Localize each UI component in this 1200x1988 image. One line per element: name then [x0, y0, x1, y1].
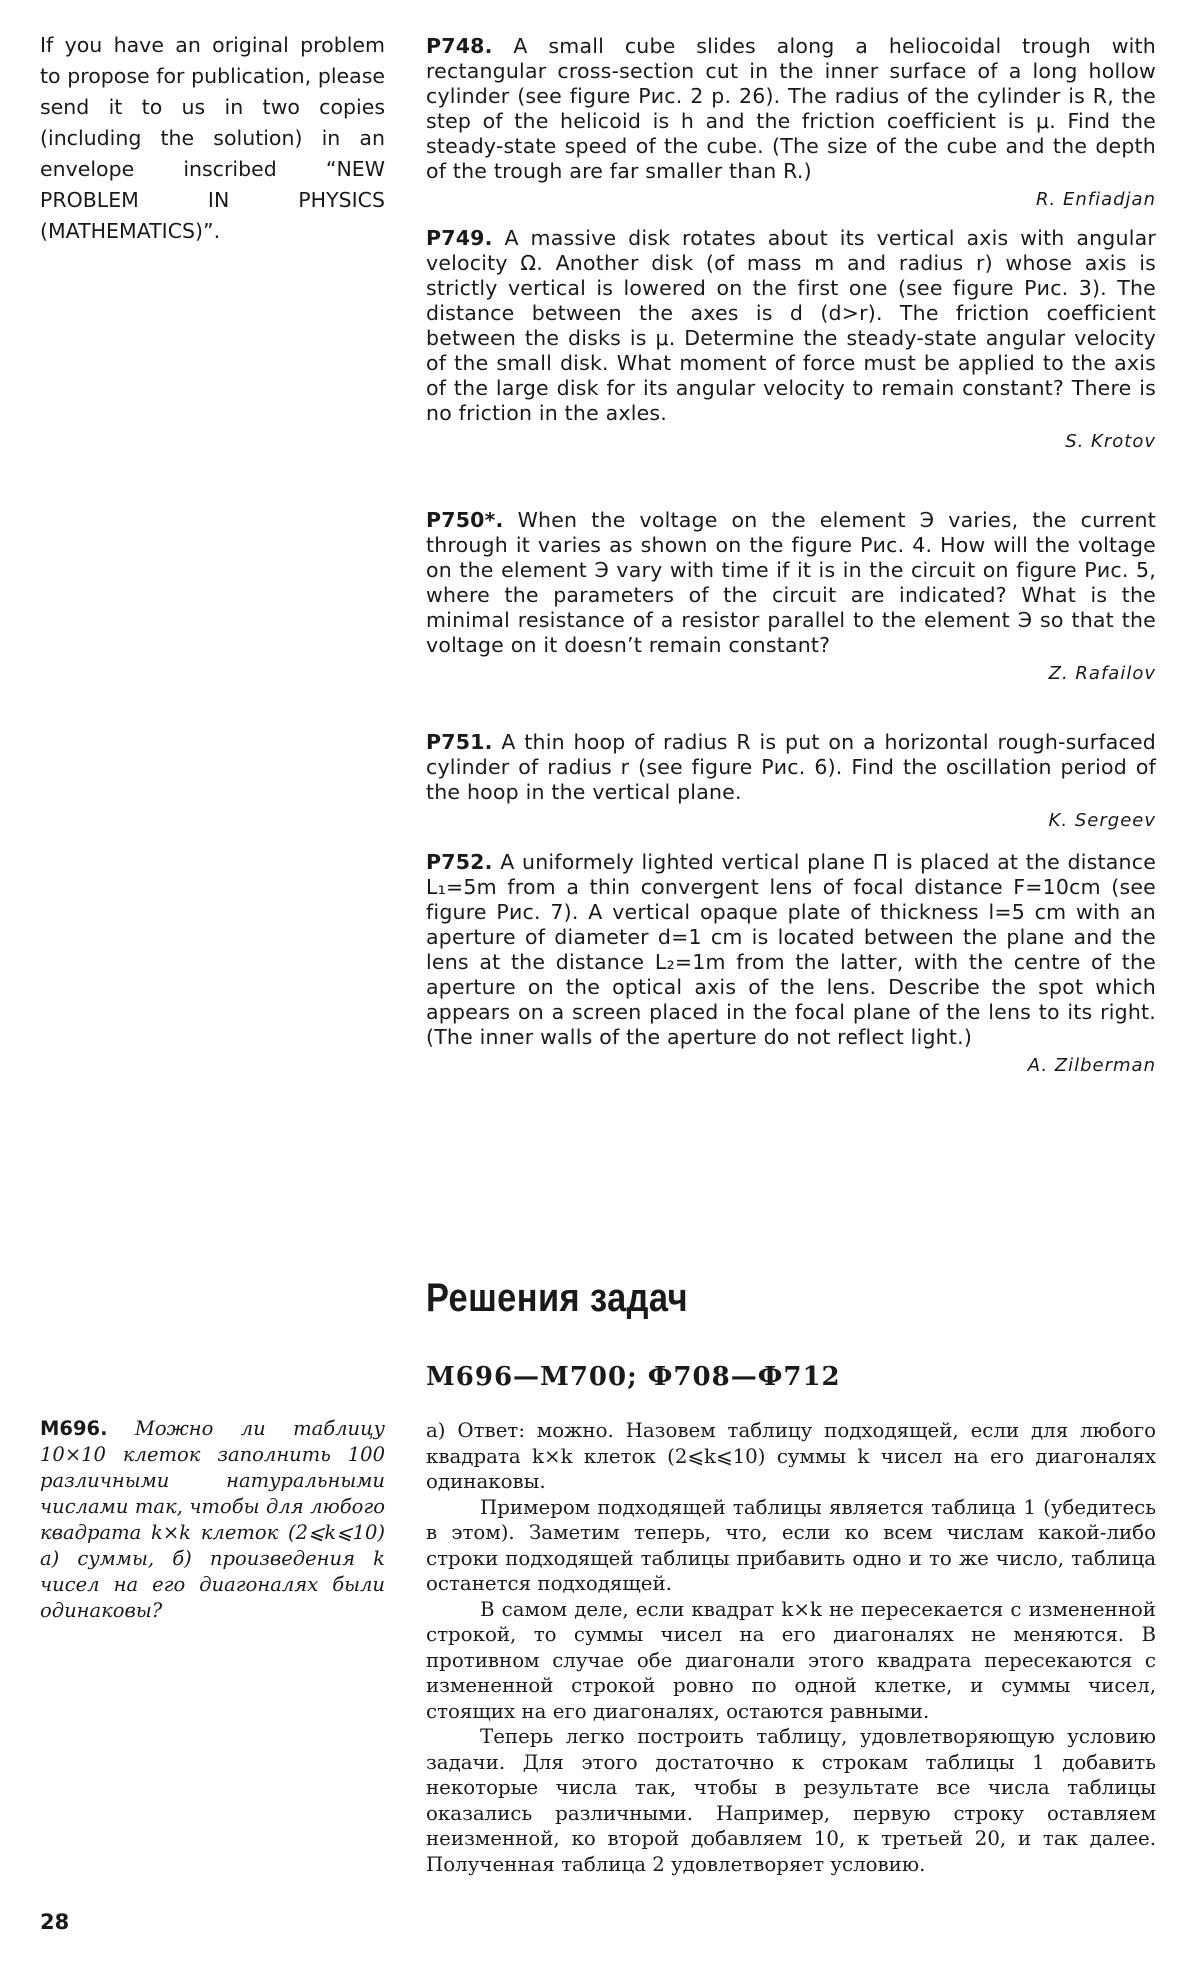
- problem-id: P751.: [426, 730, 493, 754]
- problem-author: S. Krotov: [1065, 431, 1156, 452]
- problem-text: A uniformely lighted vertical plane Π is placed at the distance L₁=5m from a thin convergent lens of focal distance F=10cm (see figure Рис. 7). A vertical opaque plate of thickness l=5 cm with an aperture of diameter d=1 cm is located between the plane and the lens at the distance L₂=1m from the latter, with the centre of the aperture on the optical axis of the lens. Describe the spot which appears on a screen placed in the focal plane of the lens to its right. (The inner walls of the aperture do not reflect light.): [426, 850, 1157, 1049]
- problem-p749: [426, 226, 1156, 454]
- problem-id: P748.: [426, 34, 493, 58]
- problem-text: Можно ли таблицу 10×10 клеток заполнить 100 различными натуральными числами так, чтобы для любого квадрата k×k клеток (2⩽k⩽10) а) суммы, б) произведения k чисел на его диагоналях были одинаковы?: [40, 1417, 385, 1622]
- solution-paragraph: а) Ответ: можно. Назовем таблицу подходящей, если для любого квадрата k×k клеток (2⩽k⩽10) суммы k чисел на его диагоналях одинаковы.: [426, 1419, 1156, 1493]
- problem-p751: [426, 730, 1156, 833]
- problem-author: K. Sergeev: [1048, 810, 1156, 831]
- solution-paragraph: Примером подходящей таблицы является таблица 1 (убедитесь в этом). Заметим теперь, что, если ко всем числам какой-либо строки подходящей таблицы прибавить одно и то же число, таблица останется подходящей.: [426, 1495, 1156, 1595]
- problem-id: P749.: [426, 226, 493, 250]
- problem-id: P752.: [426, 850, 493, 874]
- solution-paragraph: Теперь легко построить таблицу, удовлетворяющую условию задачи. Для этого достаточно к строкам таблицы 1 добавить некоторые числа так, чтобы в результате все числа таблицы оказались различными. Например, первую строку оставляем неизменной, ко второй добавляем 10, к третьей 20, и так далее. Полученная таблица 2 удовлетворяет условию.: [426, 1725, 1156, 1876]
- problem-author: Z. Rafailov: [1048, 663, 1156, 684]
- problem-p750: [426, 508, 1156, 686]
- solution-paragraph: В самом деле, если квадрат k×k не пересекается с измененной строкой, то суммы чисел на его диагоналях не меняются. В противном случае обе диагонали этого квадрата пересекаются с измененной строкой ровно по одной клетке, и суммы чисел, стоящих на его диагоналях, остаются равными.: [426, 1597, 1156, 1723]
- problem-author: R. Enfiadjan: [1036, 189, 1156, 210]
- solution-m696: [426, 1418, 1156, 1877]
- problem-p752: [426, 850, 1156, 1078]
- problem-p748: [426, 34, 1156, 212]
- section-subtitle: М696—М700; Ф708—Ф712: [426, 1362, 841, 1392]
- problem-text: A small cube slides along a heliocoidal trough with rectangular cross-section cut in the inner surface of a long hollow cylinder (see figure Рис. 2 p. 26). The radius of the cylinder is R, the step of the helicoid is h and the friction coefficient is μ. Find the steady-state speed of the cube. (The size of the cube and the depth of the trough are far smaller than R.): [426, 34, 1156, 183]
- problem-id: М696.: [40, 1417, 108, 1440]
- problem-author: A. Zilberman: [1027, 1055, 1156, 1076]
- problem-id: P750*.: [426, 508, 504, 532]
- page-number: 28: [40, 1910, 70, 1934]
- problem-m696: [40, 1416, 385, 1624]
- problem-text: A thin hoop of radius R is put on a horizontal rough-surfaced cylinder of radius r (see figure Рис. 6). Find the oscillation period of the hoop in the vertical plane.: [426, 730, 1157, 804]
- section-title: Решения задач: [426, 1276, 689, 1320]
- submission-note: If you have an original problem to propose for publication, please send it to us in two copies (including the solution) in an envelope inscribed “NEW PROBLEM IN PHYSICS (MATHEMATICS)”.: [40, 33, 385, 243]
- problem-text: When the voltage on the element Э varies, the current through it varies as shown on the figure Рис. 4. How will the voltage on the element Э vary with time if it is in the circuit on figure Рис. 5, where the parameters of the circuit are indicated? What is the minimal resistance of a resistor parallel to the element Э so that the voltage on it doesn’t remain constant?: [426, 508, 1156, 657]
- problem-text: A massive disk rotates about its vertical axis with angular velocity Ω. Another disk (of mass m and radius r) whose axis is strictly vertical is lowered on the first one (see figure Рис. 3). The distance between the axes is d (d>r). The friction coefficient between the disks is μ. Determine the steady-state angular velocity of the small disk. What moment of force must be applied to the axis of the large disk for its angular velocity to remain constant? There is no friction in the axles.: [426, 226, 1156, 425]
